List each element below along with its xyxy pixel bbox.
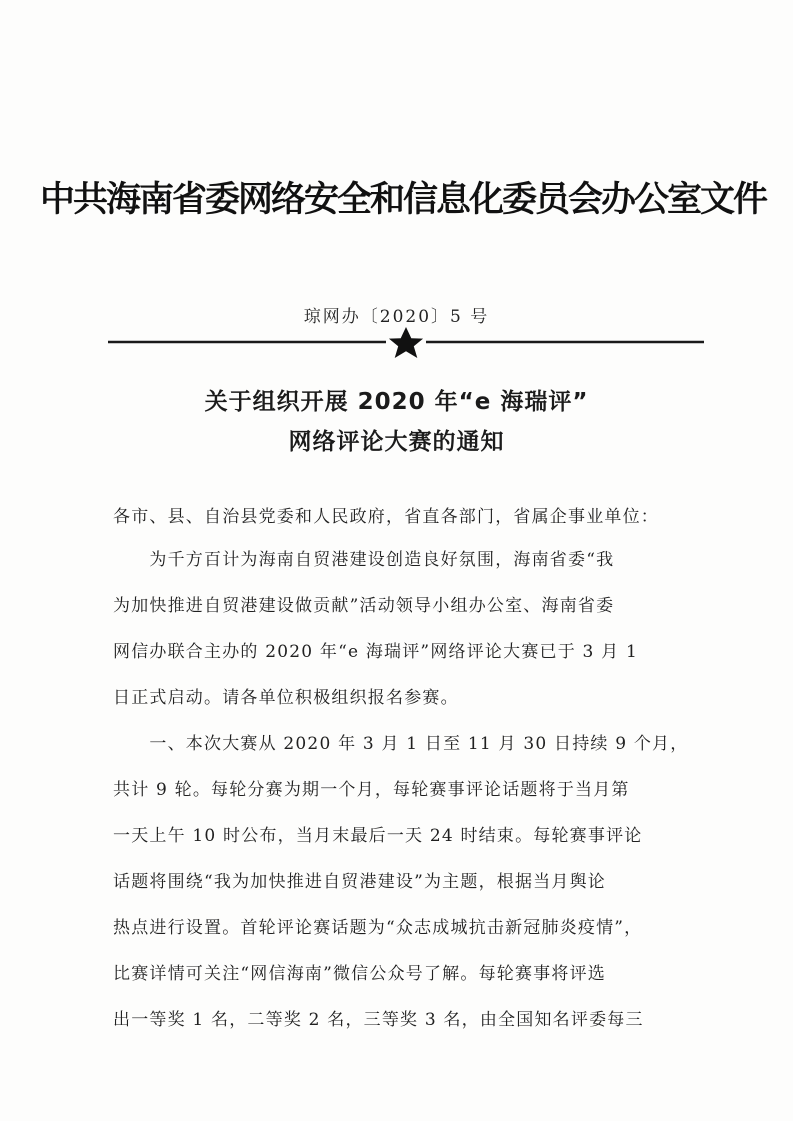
body-line: 话题将围绕“我为加快推进自贸港建设”为主题，根据当月舆论 — [113, 872, 606, 892]
body-line: 共计 9 轮。每轮分赛为期一个月，每轮赛事评论话题将于当月第 — [113, 780, 630, 800]
notice-title-line-2: 网络评论大赛的通知 — [288, 429, 505, 455]
body-line: 热点进行设置。首轮评论赛话题为“众志成城抗击新冠肺炎疫情”， — [113, 918, 643, 938]
header-divider-with-star — [108, 326, 704, 370]
body-line: 日正式启动。请各单位积极组织报名参赛。 — [113, 688, 459, 708]
body-line: 网信办联合主办的 2020 年“e 海瑞评”网络评论大赛已于 3 月 1 — [113, 642, 638, 662]
body-line: 比赛详情可关注“网信海南”微信公众号了解。每轮赛事将评选 — [113, 964, 606, 984]
document-number: 琼网办〔2020〕5 号 — [303, 307, 490, 327]
body-line: 为加快推进自贸港建设做贡献”活动领导小组办公室、海南省委 — [113, 596, 615, 616]
body-line: 一、本次大赛从 2020 年 3 月 1 日至 11 月 30 日持续 9 个月， — [113, 734, 689, 754]
star-icon — [389, 327, 423, 358]
body-line: 一天上午 10 时公布，当月末最后一天 24 时结束。每轮赛事评论 — [113, 826, 643, 846]
issuer-header-title: 中共海南省委网络安全和信息化委员会办公室文件 — [40, 179, 767, 220]
body-line: 为千方百计为海南自贸港建设创造良好氛围，海南省委“我 — [113, 550, 615, 570]
body-line: 各市、县、自治县党委和人民政府，省直各部门，省属企事业单位： — [113, 507, 659, 527]
notice-title-line-1: 关于组织开展 2020 年“e 海瑞评” — [204, 389, 589, 415]
body-line: 出一等奖 1 名，二等奖 2 名，三等奖 3 名，由全国知名评委每三 — [113, 1010, 644, 1030]
